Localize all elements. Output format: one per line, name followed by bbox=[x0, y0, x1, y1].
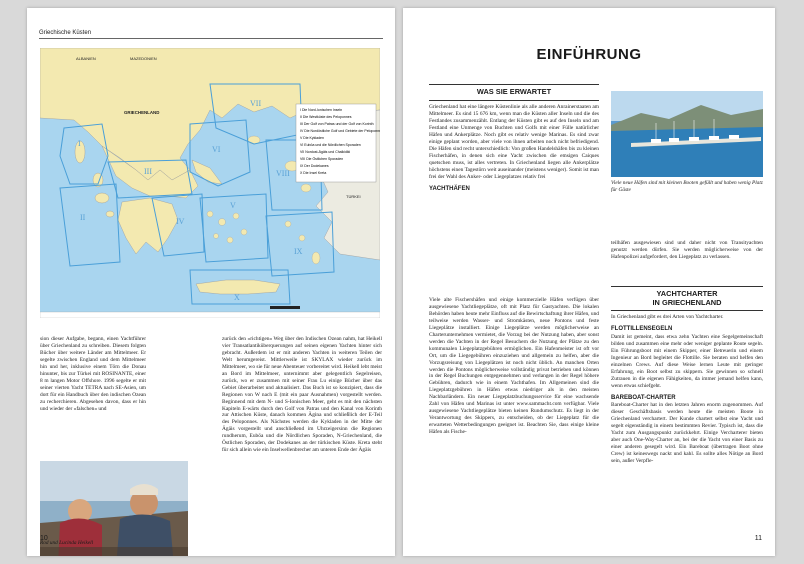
legend-item: IV Die Nordöstliche Golf und Gebiete der Peloponnes bbox=[300, 129, 380, 133]
section-heading-yachtcharter bbox=[611, 290, 763, 307]
subheading-yachthaefen: YACHTHÄFEN bbox=[429, 186, 470, 193]
paragraph: Viele alte Fischershäfen und einige kommerzielle Häfen verfügen über ausgewiesene Yachtliegeplätze, oft mit Platz für Gastyachten. Die lokalen Behörden haben heute mehr Einfluss auf die Bewirtschaftung ihrer Häfen, und teilweise werden Wasser- und Stromkästen, neue Pontons und feste Liegeplätze installiert. Einige Liegeplätze werden möglicherweise an Charterunternehmen vermietet, die Vorzug bei der Nutzung haben, aber sonst werden die Yachten in der Regel Besuchern die Nutzung der Plätze zu den kommunalen Liegeplatzgebühren ermöglichen. Ein Hafenmeister ist oft vor Ort, um die Liegegebühren einzuziehen und allgemein zu helfen, aber die Vorzugsreisung von Liegeplätzen ist noch nicht üblich. An manchen Orten werden die Pontons möglicherweise vollständig privat betrieben und können in der Regel Buchungen entgegennehmen und verlangen in der Regel höhere Gebühren, dadurch wie in einem Yachthafen. Im Allgemeinen sind die Liegeplatzgebühren in Häfen etwas niedriger als in den meisten Nachbarländern. Ein neuer Liegeplatzbuchungsservice für eine wachsende Zahl von Häfen und Marinas ist unter www.sammacht.com verfügbar. Viele ausgewiesene Yachtliegeplätze bieten keinen Rundumschutz. Es liegt in der Verantwortung des Skippers, zu entscheiden, ob der Liegeplatz für die erwarteten Wetterbedingungen geeignet ist. Beachten Sie, dass einige kleine Häfen als Fische- bbox=[429, 297, 599, 436]
section-rule bbox=[611, 310, 763, 311]
left-column-1 bbox=[40, 336, 146, 456]
page-number-left: 10 bbox=[40, 535, 48, 542]
right-column-2-intro bbox=[611, 240, 763, 272]
section-rule bbox=[611, 286, 763, 287]
paragraph: Griechenland hat eine längere Küstenlinie als alle anderen Anrainerstaaten am Mittelmeer. Es sind 15 676 km, wenn man die Küsten aller Inseln und die des Festlandes zusammenzählt. Entlang der Küsten gibt es auf den Inseln und am Festland eine Unmenge von Buchten und Golfs mit einer Fülle natürlicher Häfen und Ankerplätze. Noch gibt es relativ wenige Marinas. Es sind zwar einige geplant worden, aber viele von ihnen arbeiten noch nicht befriedigend. Die Häfen sind recht unterschiedlich: Von großen Handelshäfen bis zu kleinen Fischerhäfen, in denen sich eine Yacht zwischen die emsigen Caiques quetschen muss, ist alles vertreten. In Griechenland liegen alle Ankerplätze höchstens einen Tagestörn weit auseinander (meistens weniger). Somit ist man frei der Wahl des Anker- oder Liegeplatzes relativ frei bbox=[429, 104, 599, 180]
legend-item: II Die Westküste des Peloponnes bbox=[300, 115, 352, 119]
paragraph: teilhäfen ausgewiesen sind und daher nicht von Transityachten genutzt werden dürfen. Sie werden möglicherweise von der Hafenpolizei aufgefordert, den Liegeplatz zu verlassen. bbox=[611, 240, 763, 260]
page-number-right: 11 bbox=[754, 535, 762, 542]
region-viii-numeral: VIII bbox=[276, 169, 290, 178]
legend-item: IX Der Dodekanes bbox=[300, 164, 329, 168]
map-label-albania: ALBANIEN bbox=[76, 56, 96, 61]
paragraph: sion dieser Aufgabe, begann, einen Yachtführer über Griechenland zu schreiben. Diesem folgten Bücher über weitere Länder am Mittelmeer. Er segelte zwischen England und dem Mittelmeer hin und her, inklusive einem Törn die Donau hinunter, bis zur Türkei mit ROSINANTE, einer 8 m langen Motor Offshore. 1996 segelte er mit seiner vierten Yacht TETRA nach SE-Asien, um dort für ein Handbuch über den indischen Ozean zu recherchieren. Abgesehen davon, dass er hin und wieder der »falschen« und bbox=[40, 336, 146, 412]
right-column-1b bbox=[429, 297, 599, 547]
harbor-photo-caption: Viele neue Häfen sind mit kleinen Booten gefüllt und haben wenig Platz für Gäste bbox=[611, 180, 763, 193]
map-label-macedonia: MAZEDONIEN bbox=[130, 56, 157, 61]
author-photo-caption: Rod und Lucinda Heikell bbox=[40, 540, 94, 546]
region-vii-numeral: VII bbox=[250, 99, 262, 108]
right-page bbox=[403, 8, 775, 556]
section-heading-line: IN GRIECHENLAND bbox=[652, 297, 722, 307]
region-ix-numeral: IX bbox=[294, 247, 303, 256]
chapter-title: EINFÜHRUNG bbox=[536, 46, 642, 63]
right-column-2 bbox=[611, 314, 763, 550]
legend-item: VII Nordost-Ägäis und Chalkidiki bbox=[300, 150, 351, 154]
right-column-1 bbox=[429, 104, 599, 284]
legend-item: VI Euböa und die Nördlichen Sporaden bbox=[300, 143, 361, 147]
region-v-numeral: V bbox=[230, 201, 236, 210]
left-page bbox=[27, 8, 395, 556]
region-vi-numeral: VI bbox=[212, 145, 221, 154]
region-map bbox=[40, 48, 380, 318]
scale-bar bbox=[270, 306, 300, 309]
region-x-numeral: X bbox=[234, 293, 240, 302]
section-rule bbox=[429, 84, 599, 85]
paragraph: Damit ist gemeint, dass etwa zehn Yachten eine Segelgemeinschaft bilden und zusammen eine mehr oder weniger geplante Route segeln. Ein Führungsboot mit einem Skipper, einer Betreuerin und einem Ingenieur an Bord begleitet die Flottille. Sie beraten und helfen den einzelnen Crews. Auf diese Weise lernen Leute mit geringer Erfahrung, ein Boot selbst zu skippern. Sie gewinnen so schnell Zutrauen in die eigenen Fähigkeiten, da immer jemand helfen kann, wenn etwas schiefgeht. bbox=[611, 333, 763, 389]
paragraph: zurück den »richtigen« Weg über den Indischen Ozean nahm, hat Heikell vier Transatlantiküberquerungen auf seinen eigenen Yachten hinter sich gebracht. Außerdem ist er mit anderen Yachten in weiteren Teilen der Welt herumgereist. Mittlerweile ist SKYLAX wieder zurück im Mittelmeer, wo sie für neue Abenteuer vorbereitet wird. Heikell lebt meist an Bord im Mittelmeer, unternimmt aber gelegentlich Segelreisen, zurück, wo er zusammen mit seiner Frau Lu einige Bücher über das Gebiet überarbeitet und aktualisiert. Das Buch ist so konzipiert, dass die Regionen von W nach E (mit ein paar Ausnahmen) vorgestellt werden. Beginnend mit dem N- und S-Ionischen Meer, geht es mit den nächsten Kapiteln E-wärts durch den Golf von Patras und den Kanal von Korinth zur Attischen Küste, danach kommen Ägina und schließlich der E-Teil des Peloponnes. Als Nächstes werden die Kykladen in der Mitte der Ägäis vorgestellt und anschließend im Uhrzeigersinn die Regionen rundherum, Euböa und die Nördlichen Sporaden, N-Griechenland, die Östlichen Sporaden, der Dodekanes an der türkischen Küste. Kreta steht für sich allein wie ein Inselwellenbrecher am unteren Ende der Ägäis bbox=[222, 336, 382, 454]
running-header: Griechische Küsten bbox=[39, 30, 92, 36]
legend-item: V Die Kykladen bbox=[300, 136, 324, 140]
section-heading-line: YACHTCHARTER bbox=[656, 289, 718, 298]
region-iv-numeral: IV bbox=[176, 217, 185, 226]
paragraph: In Griechenland gibt es drei Arten von Yachtcharter. bbox=[611, 314, 724, 320]
header-rule bbox=[39, 38, 383, 39]
paragraph: Bareboat-Charter hat in den letzten Jahren enorm zugenommen. Auf dieser Geschäftsbasis werden heute die meisten Boote in Griechenland verchartert. Der Kunde chartert selbst eine Yacht und segelt eigenständig in einem bestimmten Revier. Typisch ist, dass die Yacht zum Ausgangspunkt zurückkehrt. Einige Vercharterer bieten aber auch One-Way-Charter an, bei der die Yacht von einer Basis zu einer anderen gesegelt wird. Ein Bareboat (übertragen Boot ohne Crew) ist keineswegs nackt und kahl. Es sollte alles Nötige an Bord sein, außer Verpfle- bbox=[611, 402, 763, 465]
section-rule bbox=[429, 100, 599, 101]
legend-item: I Die Nord-Ionischen Inseln bbox=[300, 108, 343, 112]
map-label-turkey: TÜRKEI bbox=[346, 194, 361, 199]
legend-item: X Die Insel Kreta bbox=[300, 171, 327, 175]
harbor-photo bbox=[611, 91, 763, 177]
legend-item: III Der Golf von Patras und der Golf von Korinth bbox=[300, 122, 374, 126]
map-frame-bottom bbox=[40, 312, 380, 318]
region-ii-numeral: II bbox=[80, 213, 86, 222]
region-i-numeral: I bbox=[78, 139, 81, 148]
map-label-greece: GRIECHENLAND bbox=[124, 110, 160, 115]
left-column-2 bbox=[222, 336, 382, 538]
subheading-bareboat: BAREBOAT-CHARTER bbox=[611, 394, 676, 401]
section-heading-what-to-expect: WAS SIE ERWARTET bbox=[476, 87, 552, 96]
region-iii-numeral: III bbox=[144, 167, 152, 176]
subheading-flottille: FLOTTILLENSEGELN bbox=[611, 325, 673, 332]
legend-item: VIII Die Östlichen Sporaden bbox=[300, 157, 344, 161]
